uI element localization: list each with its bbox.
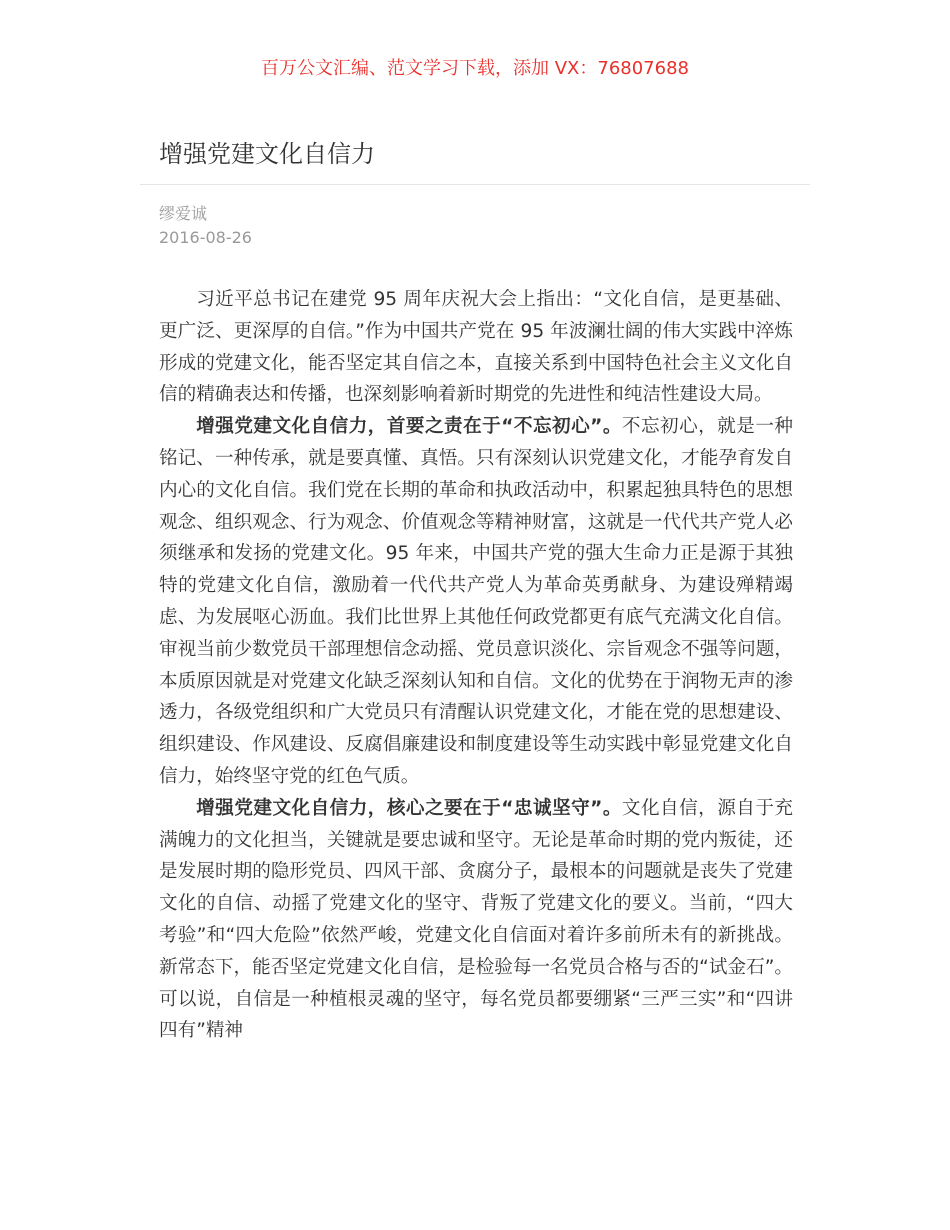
title-divider (140, 184, 810, 185)
paragraph (159, 411, 793, 793)
article-title: 增强党建文化自信力 (159, 140, 375, 168)
article-body (159, 284, 793, 1047)
promo-banner: 百万公文汇编、范文学习下载，添加 VX：76807688 (261, 58, 689, 79)
article-date: 2016-08-26 (159, 228, 252, 247)
paragraph-lead: 增强党建文化自信力，核心之要在于“忠诚坚守”。 (196, 797, 622, 819)
paragraph-text: 文化自信，源自于充满魄力的文化担当，关键就是要忠诚和坚守。无论是革命时期的党内叛徒，还是发展时期的隐形党员、四风干部、贪腐分子，最根本的问题就是丧失了党建文化的自信、动摇了党建文化的坚守、背叛了党建文化的要义。当前，“四大考验”和“四大危险”依然严峻，党建文化自信面对着许多前所未有的新挑战。新常态下，能否坚定党建文化自信，是检验每一名党员合格与否的“试金石”。可以说，自信是一种植根灵魂的坚守，每名党员都要绷紧“三严三实”和“四讲四有”精神 (159, 797, 793, 1042)
article-author: 缪爱诚 (159, 204, 208, 223)
paragraph-text: 不忘初心，就是一种铭记、一种传承，就是要真懂、真悟。只有深刻认识党建文化，才能孕育发自内心的文化自信。我们党在长期的革命和执政活动中，积累起独具特色的思想观念、组织观念、行为观念、价值观念等精神财富，这就是一代代共产党人必须继承和发扬的党建文化。95 年来，中国共产党的强大生命力正是源于其独特的党建文化自信，激励着一代代共产党人为革命英勇献身、为建设殚精竭虑、为发展呕心沥血。我们比世界上其他任何政党都更有底气充满文化自信。审视当前少数党员干部理想信念动摇、党员意识淡化、宗旨观念不强等问题，本质原因就是对党建文化缺乏深刻认知和自信。文化的优势在于润物无声的渗透力，各级党组织和广大党员只有清醒认识党建文化，才能在党的思想建设、组织建设、作风建设、反腐倡廉建设和制度建设等生动实践中彰显党建文化自信力，始终坚守党的红色气质。 (159, 416, 793, 787)
paragraph (159, 284, 793, 411)
article-meta (159, 202, 252, 250)
paragraph-text: 习近平总书记在建党 95 周年庆祝大会上指出：“文化自信，是更基础、更广泛、更深厚的自信。”作为中国共产党在 95 年波澜壮阔的伟大实践中淬炼形成的党建文化，能否坚定其自信之本，直接关系到中国特色社会主义文化自信的精确表达和传播，也深刻影响着新时期党的先进性和纯洁性建设大局。 (159, 289, 793, 406)
paragraph (159, 793, 793, 1047)
paragraph-lead: 增强党建文化自信力，首要之责在于“不忘初心”。 (196, 416, 622, 438)
